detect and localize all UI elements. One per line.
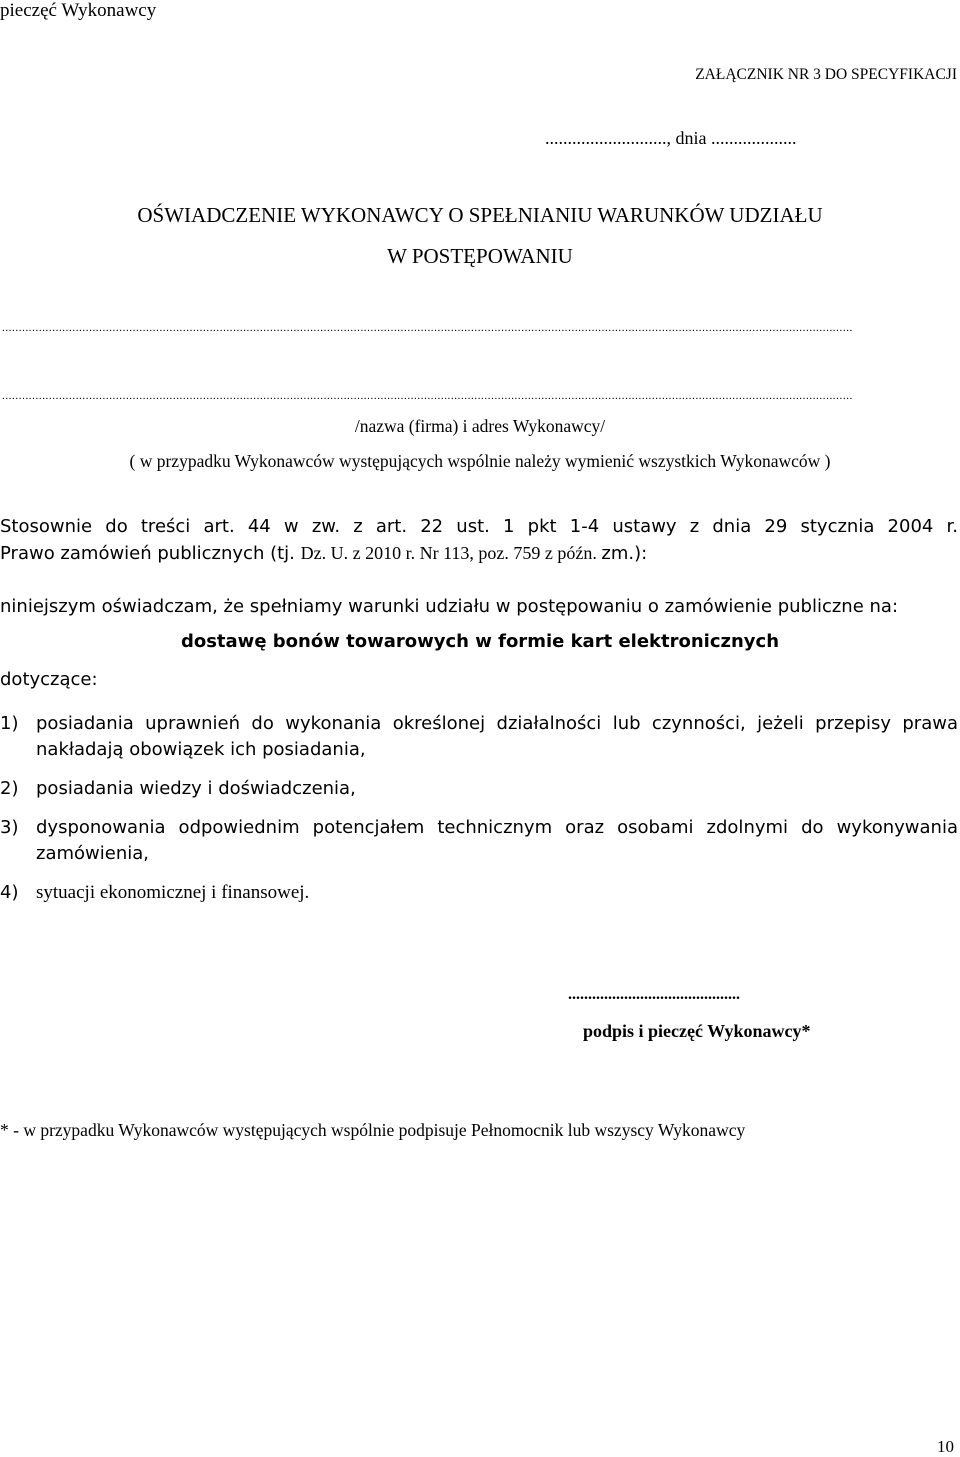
list-item	[0, 815, 958, 867]
contractor-fill-line: ..............................................................................................................................................................................................................................................................	[2, 390, 853, 402]
list-item	[0, 711, 958, 763]
signature-line: ...........................................	[568, 986, 740, 1003]
declaration-text: niniejszym oświadczam, że spełniamy warunki udziału w postępowaniu o zamówienie publiczne na:	[0, 596, 899, 617]
annex-heading: ZAŁĄCZNIK NR 3 DO SPECYFIKACJI	[695, 66, 957, 83]
contractor-name-caption: /nazwa (firma) i adres Wykonawcy/	[354, 416, 606, 436]
place-date-line: ..........................., dnia ...................	[545, 128, 797, 148]
footnote: * - w przypadku Wykonawców występujących wspólnie podpisuje Pełnomocnik lub wszyscy Wykonawcy	[0, 1120, 746, 1140]
document-title-continuation: W POSTĘPOWANIU	[387, 244, 573, 268]
stamp-placeholder: pieczęć Wykonawcy	[0, 0, 157, 21]
list-item-text: nakładają obowiązek ich posiadania,	[36, 739, 366, 760]
list-item-number: 2)	[0, 778, 19, 799]
signature-label: podpis i pieczęć Wykonawcy*	[583, 1021, 811, 1041]
document-title: OŚWIADCZENIE WYKONAWCY O SPEŁNIANIU WARUNKÓW UDZIAŁU	[137, 203, 823, 227]
list-item	[0, 880, 958, 906]
list-item-number: 1)	[0, 713, 19, 734]
procurement-subject: dostawę bonów towarowych w formie kart elektronicznych	[180, 631, 780, 652]
contractor-fill-line: ..............................................................................................................................................................................................................................................................	[2, 322, 853, 334]
joint-contractors-hint: ( w przypadku Wykonawców występujących wspólnie należy wymienić wszystkich Wykonawców )	[129, 451, 831, 471]
legal-basis-fragment: Dz. U. z 2010 r. Nr 113, poz. 759 z późn.	[300, 543, 602, 563]
page-number: 10	[937, 1437, 954, 1456]
legal-basis-line	[0, 540, 958, 567]
legal-basis-fragment: zm.):	[601, 543, 648, 564]
list-item-text: dysponowania odpowiednim potencjałem technicznym oraz osobami zdolnymi do wykonywania	[36, 817, 958, 838]
legal-basis-line: Stosownie do treści art. 44 w zw. z art. 22 ust. 1 pkt 1-4 ustawy z dnia 29 stycznia 2004 r.	[0, 516, 958, 537]
concerning-label: dotyczące:	[0, 669, 98, 690]
list-item-text: zamówienia,	[36, 843, 149, 864]
list-item-number: 4)	[0, 882, 19, 903]
legal-basis-fragment: Prawo zamówień publicznych (tj.	[0, 543, 301, 564]
list-item-text: posiadania wiedzy i doświadczenia,	[36, 778, 356, 799]
list-item-text: posiadania uprawnień do wykonania określonej działalności lub czynności, jeżeli przepisy prawa	[36, 713, 958, 734]
list-item-number: 3)	[0, 817, 19, 838]
list-item	[0, 776, 958, 802]
declaration-paragraph	[0, 593, 958, 620]
list-item-text: sytuacji ekonomicznej i finansowej.	[36, 882, 310, 903]
